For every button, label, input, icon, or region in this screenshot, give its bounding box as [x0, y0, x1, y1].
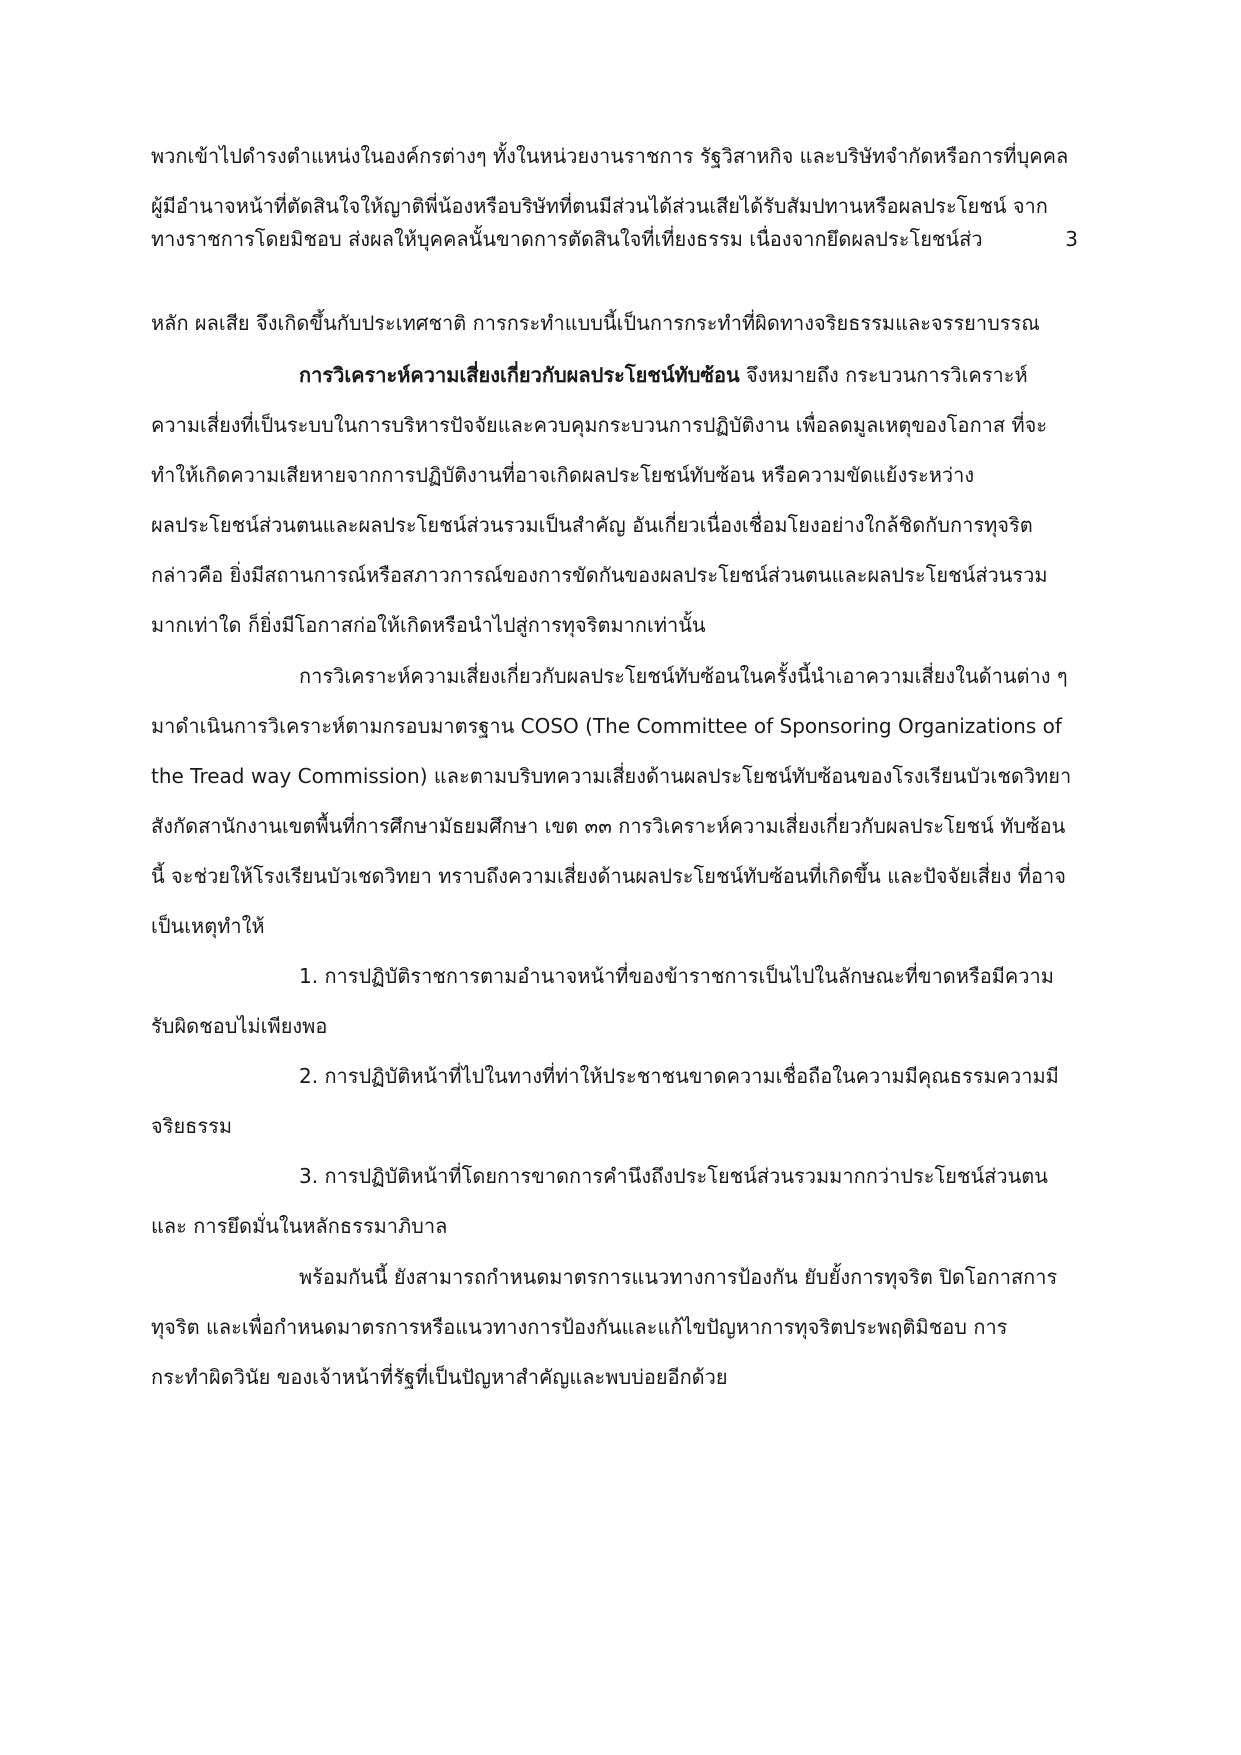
- paragraph-2-heading: การวิเคราะห์ความเสี่ยงเกี่ยวกับผลประโยชน์ทับซ้อน: [299, 363, 740, 387]
- paragraph-3-line-5: นี้ จะช่วยให้โรงเรียนบัวเชดวิทยา ทราบถึงความเสี่ยงด้านผลประโยชน์ทับซ้อนที่เกิดขึ้น และปัจจัยเสี่ยง ที่อาจ: [151, 864, 1066, 888]
- list-item-2-line-2: จริยธรรม: [151, 1114, 233, 1138]
- paragraph-2-line-1-rest: จึงหมายถึง กระบวนการวิเคราะห์: [739, 363, 1028, 387]
- paragraph-2-line-5: กล่าวคือ ยิ่งมีสถานการณ์หรือสภาวการณ์ของการขัดกันของผลประโยชน์ส่วนตนและผลประโยชน์ส่วนรวม: [151, 563, 1048, 587]
- paragraph-4-line-1: พร้อมกันนี้ ยังสามารถกำหนดมาตรการแนวทางการป้องกัน ยับยั้งการทุจริต ปิดโอกาสการ: [299, 1265, 1058, 1289]
- paragraph-2-line-6: มากเท่าใด ก็ยิ่งมีโอกาสก่อให้เกิดหรือนำไปสู่การทุจริตมากเท่านั้น: [151, 613, 706, 637]
- paragraph-3-line-2: มาดำเนินการวิเคราะห์ตามกรอบมาตรฐาน COSO (The Committee of Sponsoring Organizations of: [151, 714, 1062, 738]
- paragraph-3-line-4: สังกัดสานักงานเขตพื้นที่การศึกษามัธยมศึกษา เขต ๓๓ การวิเคราะห์ความเสี่ยงเกี่ยวกับผลประโยชน์ ทับซ้อน: [151, 814, 1066, 838]
- paragraph-3-line-6: เป็นเหตุทำให้: [151, 914, 265, 938]
- paragraph-4-line-3: กระทำผิดวินัย ของเจ้าหน้าที่รัฐที่เป็นปัญหาสำคัญและพบบ่อยอีกด้วย: [151, 1365, 728, 1389]
- paragraph-4-line-2: ทุจริต และเพื่อกำหนดมาตรการหรือแนวทางการป้องกันและแก้ไขปัญหาการทุจริตประพฤติมิชอบ การ: [151, 1315, 1008, 1339]
- list-item-1-line-2: รับผิดชอบไม่เพียงพอ: [151, 1014, 328, 1038]
- page-number: 3: [1065, 227, 1078, 251]
- paragraph-3-line-3: the Tread way Commission) และตามบริบทความเสี่ยงด้านผลประโยชน์ทับซ้อนของโรงเรียนบัวเชดวิทยา: [151, 764, 1072, 788]
- paragraph-1-line-4: หลัก ผลเสีย จึงเกิดขึ้นกับประเทศชาติ การกระทำแบบนี้เป็นการกระทำที่ผิดทางจริยธรรมและจรรยาบรรณ: [151, 311, 1040, 335]
- list-item-3-line-1: 3. การปฏิบัติหน้าที่โดยการขาดการคำนึงถึงประโยชน์ส่วนรวมมากกว่าประโยชน์ส่วนตน: [299, 1164, 1048, 1188]
- paragraph-2-line-1: [299, 355, 1091, 395]
- list-item-2-line-1: 2. การปฏิบัติหน้าที่ไปในทางที่ท่าให้ประชาชนขาดความเชื่อถือในความมีคุณธรรมความมี: [299, 1064, 1059, 1088]
- paragraph-2-line-2: ความเสี่ยงที่เป็นระบบในการบริหารปัจจัยและควบคุมกระบวนการปฏิบัติงาน เพื่อลดมูลเหตุของโอกาส ที่จะ: [151, 413, 1048, 437]
- paragraph-3-line-1: การวิเคราะห์ความเสี่ยงเกี่ยวกับผลประโยชน์ทับซ้อนในครั้งนี้นำเอาความเสี่ยงในด้านต่าง ๆ: [299, 664, 1068, 688]
- paragraph-2-line-4: ผลประโยชน์ส่วนตนและผลประโยชน์ส่วนรวมเป็นสำคัญ อันเกี่ยวเนื่องเชื่อมโยงอย่างใกล้ชิดกับการทุจริต: [151, 513, 1033, 537]
- paragraph-1-line-2: ผู้มีอำนาจหน้าที่ตัดสินใจให้ญาติพี่น้องหรือบริษัทที่ตนมีส่วนได้ส่วนเสียได้รับสัมปทานหรือผลประโยชน์ จาก: [151, 194, 1048, 218]
- paragraph-1-line-1: พวกเข้าไปดำรงตำแหน่งในองค์กรต่างๆ ทั้งในหน่วยงานราชการ รัฐวิสาหกิจ และบริษัทจำกัดหรือการที่บุคคล: [151, 144, 1069, 168]
- paragraph-2-line-3: ทำให้เกิดความเสียหายจากการปฏิบัติงานที่อาจเกิดผลประโยชน์ทับซ้อน หรือความขัดแย้งระหว่าง: [151, 463, 975, 487]
- list-item-1-line-1: 1. การปฏิบัติราชการตามอำนาจหน้าที่ของข้าราชการเป็นไปในลักษณะที่ขาดหรือมีความ: [299, 964, 1054, 988]
- paragraph-1-line-3: ทางราชการโดยมิชอบ ส่งผลให้บุคคลนั้นขาดการตัดสินใจที่เที่ยงธรรม เนื่องจากยึดผลประโยชน์ส่ว: [151, 227, 983, 251]
- list-item-3-line-2: และ การยึดมั่นในหลักธรรมาภิบาล: [151, 1214, 448, 1238]
